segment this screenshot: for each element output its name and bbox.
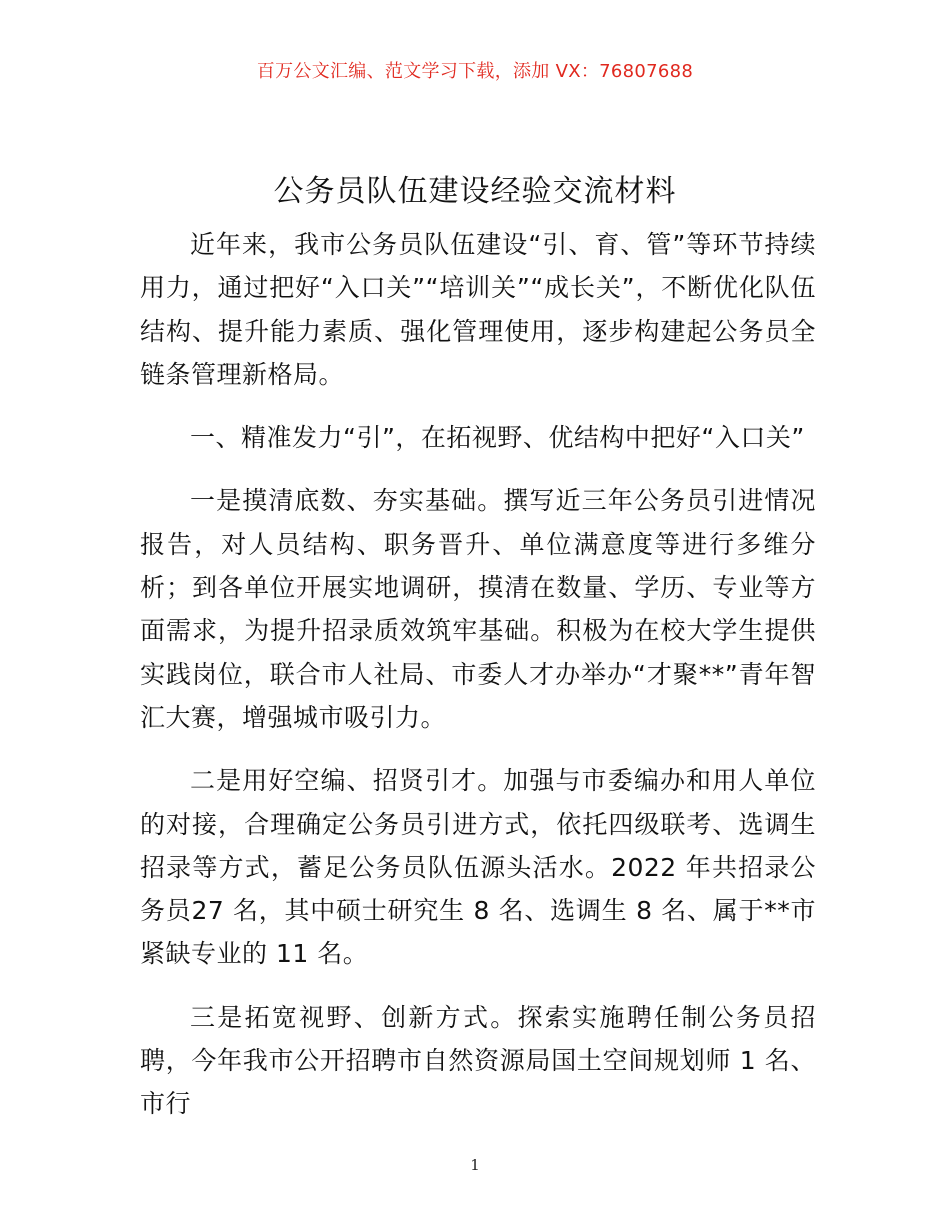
paragraph-intro: 近年来，我市公务员队伍建设“引、育、管”等环节持续用力，通过把好“入口关”“培训关”“成长关”，不断优化队伍结构、提升能力素质、强化管理使用，逐步构建起公务员全链条管理新格局。 <box>140 230 816 389</box>
page-number: 1 <box>470 1156 480 1174</box>
paragraph-point-1: 一是摸清底数、夯实基础。撰写近三年公务员引进情况报告，对人员结构、职务晋升、单位满意度等进行多维分析；到各单位开展实地调研，摸清在数量、学历、专业等方面需求，为提升招录质效筑牢基础。积极为在校大学生提供实践岗位，联合市人社局、市委人才办举办“才聚**”青年智汇大赛，增强城市吸引力。 <box>140 486 816 732</box>
header-note: 百万公文汇编、范文学习下载，添加 VX：76807688 <box>256 61 694 82</box>
document-title: 公务员队伍建设经验交流材料 <box>273 174 677 209</box>
section-heading-1: 一、精准发力“引”，在拓视野、优结构中把好“入口关” <box>190 423 805 453</box>
paragraph-point-2: 二是用好空编、招贤引才。加强与市委编办和用人单位的对接，合理确定公务员引进方式，依托四级联考、选调生招录等方式，蓄足公务员队伍源头活水。2022 年共招录公务员27 名，其中硕士研究生 8 名、选调生 8 名、属于**市紧缺专业的 11 名。 <box>140 766 816 969</box>
document-body <box>140 223 816 1146</box>
paragraph-point-3: 三是拓宽视野、创新方式。探索实施聘任制公务员招聘，今年我市公开招聘市自然资源局国土空间规划师 1 名、市行 <box>140 1002 816 1119</box>
